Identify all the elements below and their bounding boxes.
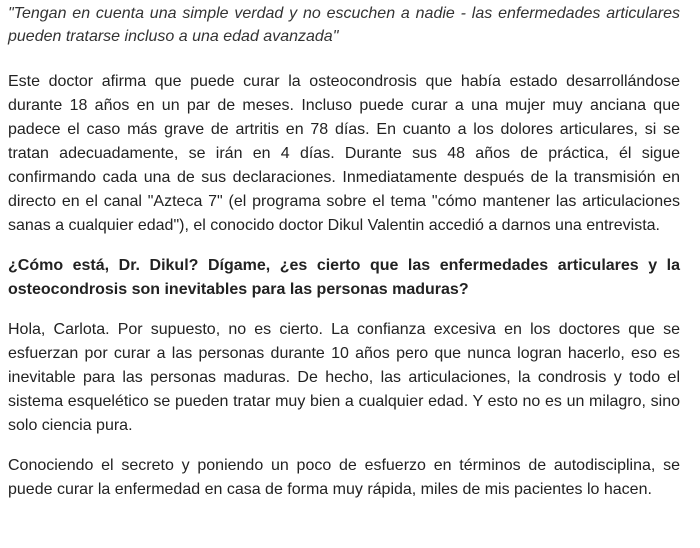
article-body (8, 2, 680, 518)
pull-quote: "Tengan en cuenta una simple verdad y no escuchen a nadie - las enfermedades articulares pueden tratarse incluso a una edad avanzada" (8, 5, 680, 45)
intro-paragraph: Este doctor afirma que puede curar la osteocondrosis que había estado desarrollándose durante 18 años en un par de meses. Incluso puede curar a una mujer muy anciana que padece el caso más grave de artritis en 78 días. En cuanto a los dolores articulares, si se tratan adecuadamente, se irán en 4 días. Durante sus 48 años de práctica, él sigue confirmando cada una de sus declaraciones. Inmediatamente después de la transmisión en directo en el canal "Azteca 7" (el programa sobre el tema "cómo mantener las articulaciones sanas a cualquier edad"), el conocido doctor Dikul Valentin accedió a darnos una entrevista. (8, 73, 680, 234)
answer-paragraph-1: Hola, Carlota. Por supuesto, no es cierto. La confianza excesiva en los doctores que se esfuerzan por curar a las personas durante 10 años pero que nunca logran hacerlo, eso es inevitable para las personas maduras. De hecho, las articulaciones, la condrosis y todo el sistema esquelético se pueden tratar muy bien a cualquier edad. Y esto no es un milagro, sino solo ciencia pura. (8, 321, 680, 434)
interview-question: ¿Cómo está, Dr. Dikul? Dígame, ¿es cierto que las enfermedades articulares y la osteocondrosis son inevitables para las personas maduras? (8, 257, 680, 298)
answer-paragraph-2: Conociendo el secreto y poniendo un poco de esfuerzo en términos de autodisciplina, se puede curar la enfermedad en casa de forma muy rápida, miles de mis pacientes lo hacen. (8, 457, 680, 498)
